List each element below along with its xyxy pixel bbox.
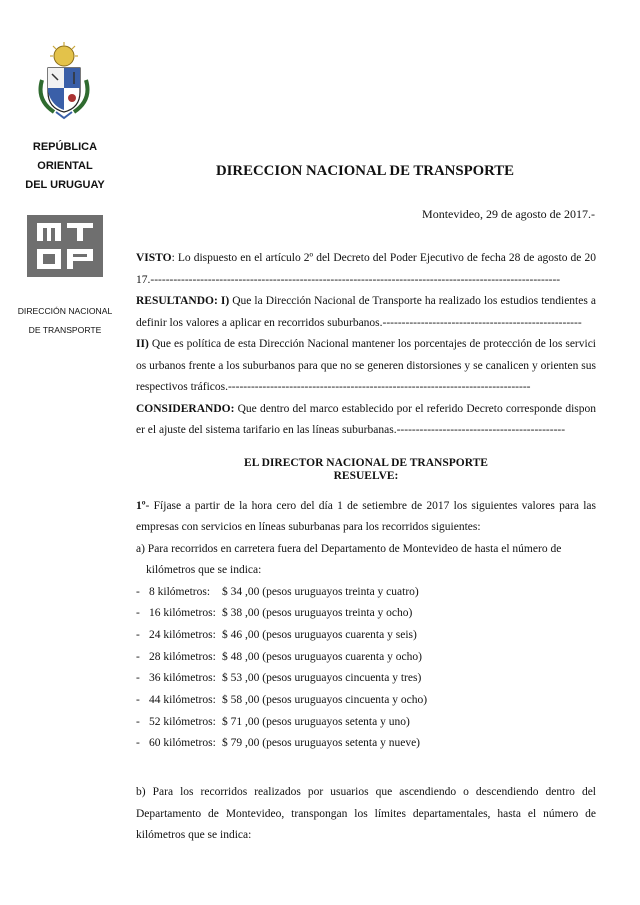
- document-title: DIRECCION NACIONAL DE TRANSPORTE: [215, 163, 515, 179]
- country-line-2: ORIENTAL: [37, 160, 93, 172]
- resuelve-text: RESUELVE:: [333, 469, 399, 482]
- item-b: b) Para los recorridos realizados por usuarios que ascendiendo o descendiendo dentro del Departamento de Montevideo, transpongan los límites departamentales, hasta el número de kilómetros que se indica:: [136, 786, 596, 842]
- article-1: [136, 496, 596, 539]
- rate-price: $ 53 ,00 (pesos uruguayos cincuenta y tres): [222, 672, 422, 685]
- visto-label: VISTO: [136, 252, 172, 264]
- article-1-label: 1º: [136, 499, 146, 512]
- considerando-paragraph: [136, 399, 596, 442]
- dept-line-1: DIRECCIÓN NACIONAL: [17, 306, 113, 316]
- visto-paragraph: [136, 248, 596, 291]
- rate-price: $ 48 ,00 (pesos uruguayos cuarenta y ocho): [222, 650, 422, 663]
- document-body: [136, 248, 596, 847]
- resultando-label: RESULTANDO: I): [136, 295, 230, 307]
- rate-row: - 16 kilómetros: $ 38 ,00 (pesos uruguayos treinta y ocho): [136, 603, 596, 625]
- considerando-text: Que dentro del marco establecido por el referido Decreto corresponde disponer el ajuste del sistema tarifario en las líneas suburbanas.--------------------------------------------: [136, 402, 596, 436]
- resultando-paragraph: [136, 291, 596, 334]
- rate-km: 44 kilómetros:: [149, 694, 216, 707]
- rate-km: 60 kilómetros:: [149, 737, 216, 750]
- visto-text: : Lo dispuesto en el artículo 2º del Decreto del Poder Ejecutivo de fecha 28 de agosto de 2017.-----------------------------------------------------------------------------------------------------------: [136, 252, 596, 286]
- resultando-ii-paragraph: [136, 334, 596, 399]
- rate-row: - 60 kilómetros: $ 79 ,00 (pesos uruguayos setenta y nueve): [136, 733, 596, 755]
- rate-km: 24 kilómetros:: [149, 628, 216, 641]
- rate-row: - 28 kilómetros: $ 48 ,00 (pesos uruguayos cuarenta y ocho): [136, 647, 596, 669]
- rate-row: - 24 kilómetros: $ 46 ,00 (pesos uruguayos cuarenta y seis): [136, 625, 596, 647]
- rate-row: - 52 kilómetros: $ 71 ,00 (pesos uruguayos setenta y uno): [136, 712, 596, 734]
- ii-label: II): [136, 338, 149, 350]
- article-1-text: - Fíjase a partir de la hora cero del día 1 de setiembre de 2017 los siguientes valores para las empresas con servicios en líneas suburbanas para los recorridos siguientes:: [136, 499, 596, 533]
- rate-km: 16 kilómetros:: [149, 607, 216, 620]
- rate-price: $ 79 ,00 (pesos uruguayos setenta y nueve): [222, 737, 421, 750]
- resultando-text: Que la Dirección Nacional de Transporte ha realizado los estudios tendientes a definir los valores a aplicar en recorridos suburbanos.----------------------------------------------------: [136, 295, 596, 329]
- rate-price: $ 58 ,00 (pesos uruguayos cincuenta y ocho): [222, 694, 428, 707]
- rate-row: - 36 kilómetros: $ 53 ,00 (pesos uruguayos cincuenta y tres): [136, 668, 596, 690]
- department-name: [14, 302, 116, 340]
- rate-row: - 8 kilómetros: $ 34 ,00 (pesos uruguayos treinta y cuatro): [136, 582, 596, 604]
- country-line-1: REPÚBLICA: [32, 141, 98, 153]
- item-a: a) Para recorridos en carretera fuera del Departamento de Montevideo de hasta el número de: [136, 542, 562, 555]
- rate-km: 52 kilómetros:: [149, 715, 216, 728]
- rate-price: $ 71 ,00 (pesos uruguayos setenta y uno): [222, 715, 410, 728]
- director-heading-text: EL DIRECTOR NACIONAL DE TRANSPORTE: [244, 456, 488, 469]
- rate-km: 28 kilómetros:: [149, 650, 216, 663]
- country-name: [20, 138, 110, 195]
- country-line-3: DEL URUGUAY: [25, 179, 105, 191]
- spacer: [136, 755, 596, 782]
- rate-row: - 44 kilómetros: $ 58 ,00 (pesos uruguayos cincuenta y ocho): [136, 690, 596, 712]
- rate-price: $ 34 ,00 (pesos uruguayos treinta y cuatro): [222, 585, 419, 598]
- rate-km: 8 kilómetros:: [149, 585, 211, 598]
- rate-km: 36 kilómetros:: [149, 672, 216, 685]
- dept-line-2: DE TRANSPORTE: [28, 325, 102, 335]
- rate-price: $ 38 ,00 (pesos uruguayos treinta y ocho): [222, 607, 413, 620]
- mtop-logo-icon: [27, 215, 103, 277]
- document-date: Montevideo, 29 de agosto de 2017.-: [422, 207, 595, 221]
- item-a-continued: kilómetros que se indica:: [146, 564, 262, 576]
- director-heading: [136, 457, 596, 483]
- rate-price: $ 46 ,00 (pesos uruguayos cuarenta y seis): [222, 628, 417, 641]
- rates-list: [136, 582, 596, 756]
- ii-text: Que es política de esta Dirección Nacional mantener los porcentajes de protección de los servicios urbanos frente a los suburbanos para que no se generen distorsiones y se canalicen y orienten sus respectivos tráficos.-------------------------------------------------------------------------------: [136, 338, 596, 393]
- considerando-label: CONSIDERANDO:: [136, 402, 235, 415]
- coat-of-arms-icon: [34, 42, 94, 122]
